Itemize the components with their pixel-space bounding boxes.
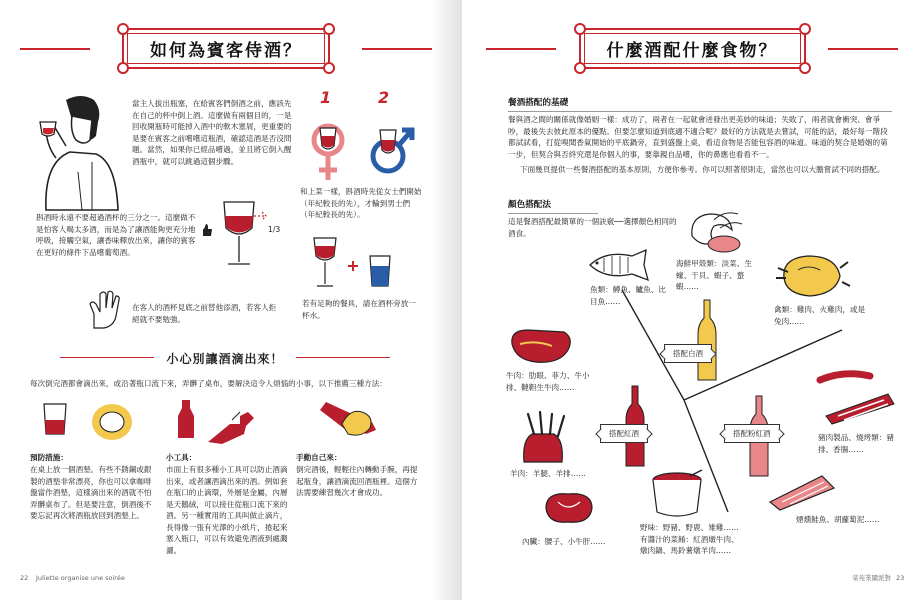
col2-heading: 小工具： bbox=[166, 453, 197, 462]
serving-order-text: 和上菜一樣，斟酒時先從女士們開始（年紀較長的先），才輪到男士們（年紀較長的先）。 bbox=[300, 187, 422, 219]
right-page-title: 什麼酒配什麼食物？ bbox=[606, 40, 778, 61]
pour-amount-paragraph: 斟酒時永遠不要超過酒杯的三分之一。這麼做不是怕客人喝太多酒，而是為了讓酒能夠更充分地呼吸，接觸空氣，讓香味釋放出來，讓你的賓客在更好的條件下品嚐葡萄酒。 bbox=[36, 213, 196, 257]
hand-twist-bottle-illustration bbox=[316, 400, 386, 446]
stew-pot-illustration bbox=[650, 470, 704, 518]
left-folio-number: 22 bbox=[20, 574, 29, 582]
roast-chicken-illustration bbox=[774, 248, 850, 300]
white-wine-bottle bbox=[696, 300, 718, 382]
red-wine-tag: 搭配紅酒 bbox=[600, 424, 648, 443]
fish-caption: 魚類：鱒魚、鱸魚、比目魚…… bbox=[590, 285, 666, 306]
banner-frame bbox=[122, 28, 330, 69]
basics-heading: 餐酒搭配的基礎 bbox=[508, 96, 892, 112]
wine-glass-one-third-illustration bbox=[214, 198, 270, 270]
shrimp-illustration bbox=[684, 206, 748, 256]
thumbs-up-icon bbox=[198, 222, 214, 238]
drip-banner bbox=[60, 344, 390, 370]
left-page bbox=[0, 0, 458, 600]
right-folio-text: 菜苑業闌派對 bbox=[852, 574, 891, 582]
col3-text: 倒完酒後，輕輕往內轉動手腕，再提起瓶身，讓酒滴流回酒瓶裡。這個方法需要練習幾次才會成功。 bbox=[296, 465, 418, 497]
left-title-banner bbox=[20, 26, 432, 70]
drip-title-wrap bbox=[154, 348, 295, 367]
lamb-rack-illustration bbox=[518, 410, 572, 466]
salmon-caption: 煙燻鮭魚、胡蘿蔔泥…… bbox=[796, 515, 880, 524]
seafood-caption: 海鮮甲殼類：淡菜、生蠔、干貝、蝦子、螯蝦…… bbox=[676, 259, 752, 291]
drip-title: 小心別讓酒滴出來！ bbox=[166, 351, 284, 366]
lamb-caption: 羊肉：羊腿、羊排…… bbox=[510, 469, 586, 478]
sausage-grill-illustration bbox=[814, 370, 898, 424]
banner-wing bbox=[20, 48, 90, 50]
col2-text: 市面上有很多種小工具可以防止酒滴出來，或者讓酒滴出來的酒。例如套在瓶口的止滴環，外層是金屬，內層是天鵝絨，可以接住從瓶口流下來的酒。另一種實用的工具叫做止滴片，長得像一張有光澤的小紙片，捲起來塞入瓶口，可以有效避免酒液到處濺灑。 bbox=[166, 465, 288, 555]
drip-stop-tool-illustration bbox=[170, 398, 262, 444]
smoked-salmon-illustration bbox=[766, 472, 838, 512]
poultry-caption: 禽類：雞肉、火雞肉，或是兔肉…… bbox=[774, 305, 866, 326]
coaster-glass-illustration bbox=[36, 400, 136, 442]
female-symbol-glass-icon bbox=[308, 116, 348, 186]
man-drinking-illustration bbox=[26, 92, 126, 212]
drip-intro: 每次倒完酒都會滴出來，或沿著瓶口流下來，弄髒了桌布，要解決這令人煩惱的小事，以下推薦三種方法： bbox=[30, 379, 387, 388]
steak-illustration bbox=[506, 324, 576, 368]
white-wine-tag: 搭配白酒 bbox=[664, 344, 712, 363]
basics-paragraph: 餐與酒之間的關係就像婚姻一樣：成功了，兩者在一起就會迸發出更美妙的味道；失敗了，兩者就會衝突、會爭吵，最後失去彼此原本的優點。但要怎麼知道到底適不適合呢？最好的方法就是去嘗試，可能的話，最好每一階段都試試看，打從嗅聞香氣開始的平底鍋旁，直到盛盤上桌，看這食物是否能包容酒的味道。味道的契合是婚姻的第一步，但契合與否終究還是你個人的事，要靠親自品嚐，你的鼻應也看看不一。 bbox=[508, 115, 888, 159]
col1-text: 在桌上放一個酒墊。有些不銹鋼或銀製的酒墊非常漂亮，你也可以拿咖啡盤當作酒墊，這樣滴出來的酒就不怕弄髒桌布了。但是要注意，倒酒後不要忘記再次將酒瓶放回到酒墊上。 bbox=[30, 465, 152, 520]
offal-illustration bbox=[540, 490, 598, 526]
col1-heading: 預防措施： bbox=[30, 453, 68, 462]
pork-caption: 豬肉製品、燒烤類：豬排、香腸…… bbox=[818, 433, 894, 454]
refill-paragraph: 在客人的酒杯見底之前替他添酒，若客人拒絕就不要勉強。 bbox=[132, 303, 277, 324]
beef-caption: 牛肉：肋眼、菲力、牛小排、韃靼生牛肉…… bbox=[506, 371, 590, 392]
right-page bbox=[462, 0, 920, 600]
fish-illustration bbox=[586, 248, 656, 282]
basics-paragraph-2: 下面幾頁提供一些餐酒搭配的基本原則，方便你參考。你可以照著原則走，當然也可以大膽嘗試不同的搭配。 bbox=[520, 165, 885, 174]
glass-plus-water-illustration bbox=[310, 236, 400, 294]
col3-heading: 手動自己來： bbox=[296, 453, 342, 462]
one-third-label: 1/3 bbox=[268, 225, 281, 234]
color-pairing-intro: 這是餐酒搭配最簡單的一個訣竅──選擇顏色相同的酒食。 bbox=[508, 217, 677, 238]
rose-wine-tag: 搭配粉紅酒 bbox=[724, 424, 780, 443]
water-glass-text: 若有足夠的餐具，請在酒杯旁放一杯水。 bbox=[302, 299, 416, 320]
refuse-hand-icon bbox=[86, 288, 126, 332]
color-pairing-heading: 顏色搭配法 bbox=[508, 198, 598, 214]
offal-caption: 內臟：腰子、小牛肝…… bbox=[522, 537, 606, 546]
right-folio-number: 23 bbox=[896, 574, 905, 582]
intro-paragraph: 當主人拔出瓶塞，在給賓客們倒酒之前，應該先在自己的杯中倒上酒。這麼做有兩個目的，一是回收開瓶時可能掉入酒中的軟木塞屑，更重要的是要在賓客之前嚐嚐這瓶酒，確認這酒是否沒問題。當然，如果你已經品嚐過，並且將它倒入醒酒瓶中，就可以跳過這個步驟。 bbox=[132, 99, 292, 166]
left-folio-text: Juliette organise une soirée bbox=[36, 574, 125, 582]
step-number-1: 1 bbox=[320, 88, 332, 107]
male-symbol-glass-icon bbox=[368, 116, 418, 186]
left-page-title: 如何為賓客侍酒？ bbox=[150, 40, 302, 61]
banner-wing bbox=[362, 48, 432, 50]
game-caption: 野味：野豬、野鹿、雉雞……有醬汁的菜餚：紅酒燉牛肉、燉肉鍋、馬鈴薯燉羊肉…… bbox=[640, 523, 739, 555]
step-number-2: 2 bbox=[378, 88, 390, 107]
